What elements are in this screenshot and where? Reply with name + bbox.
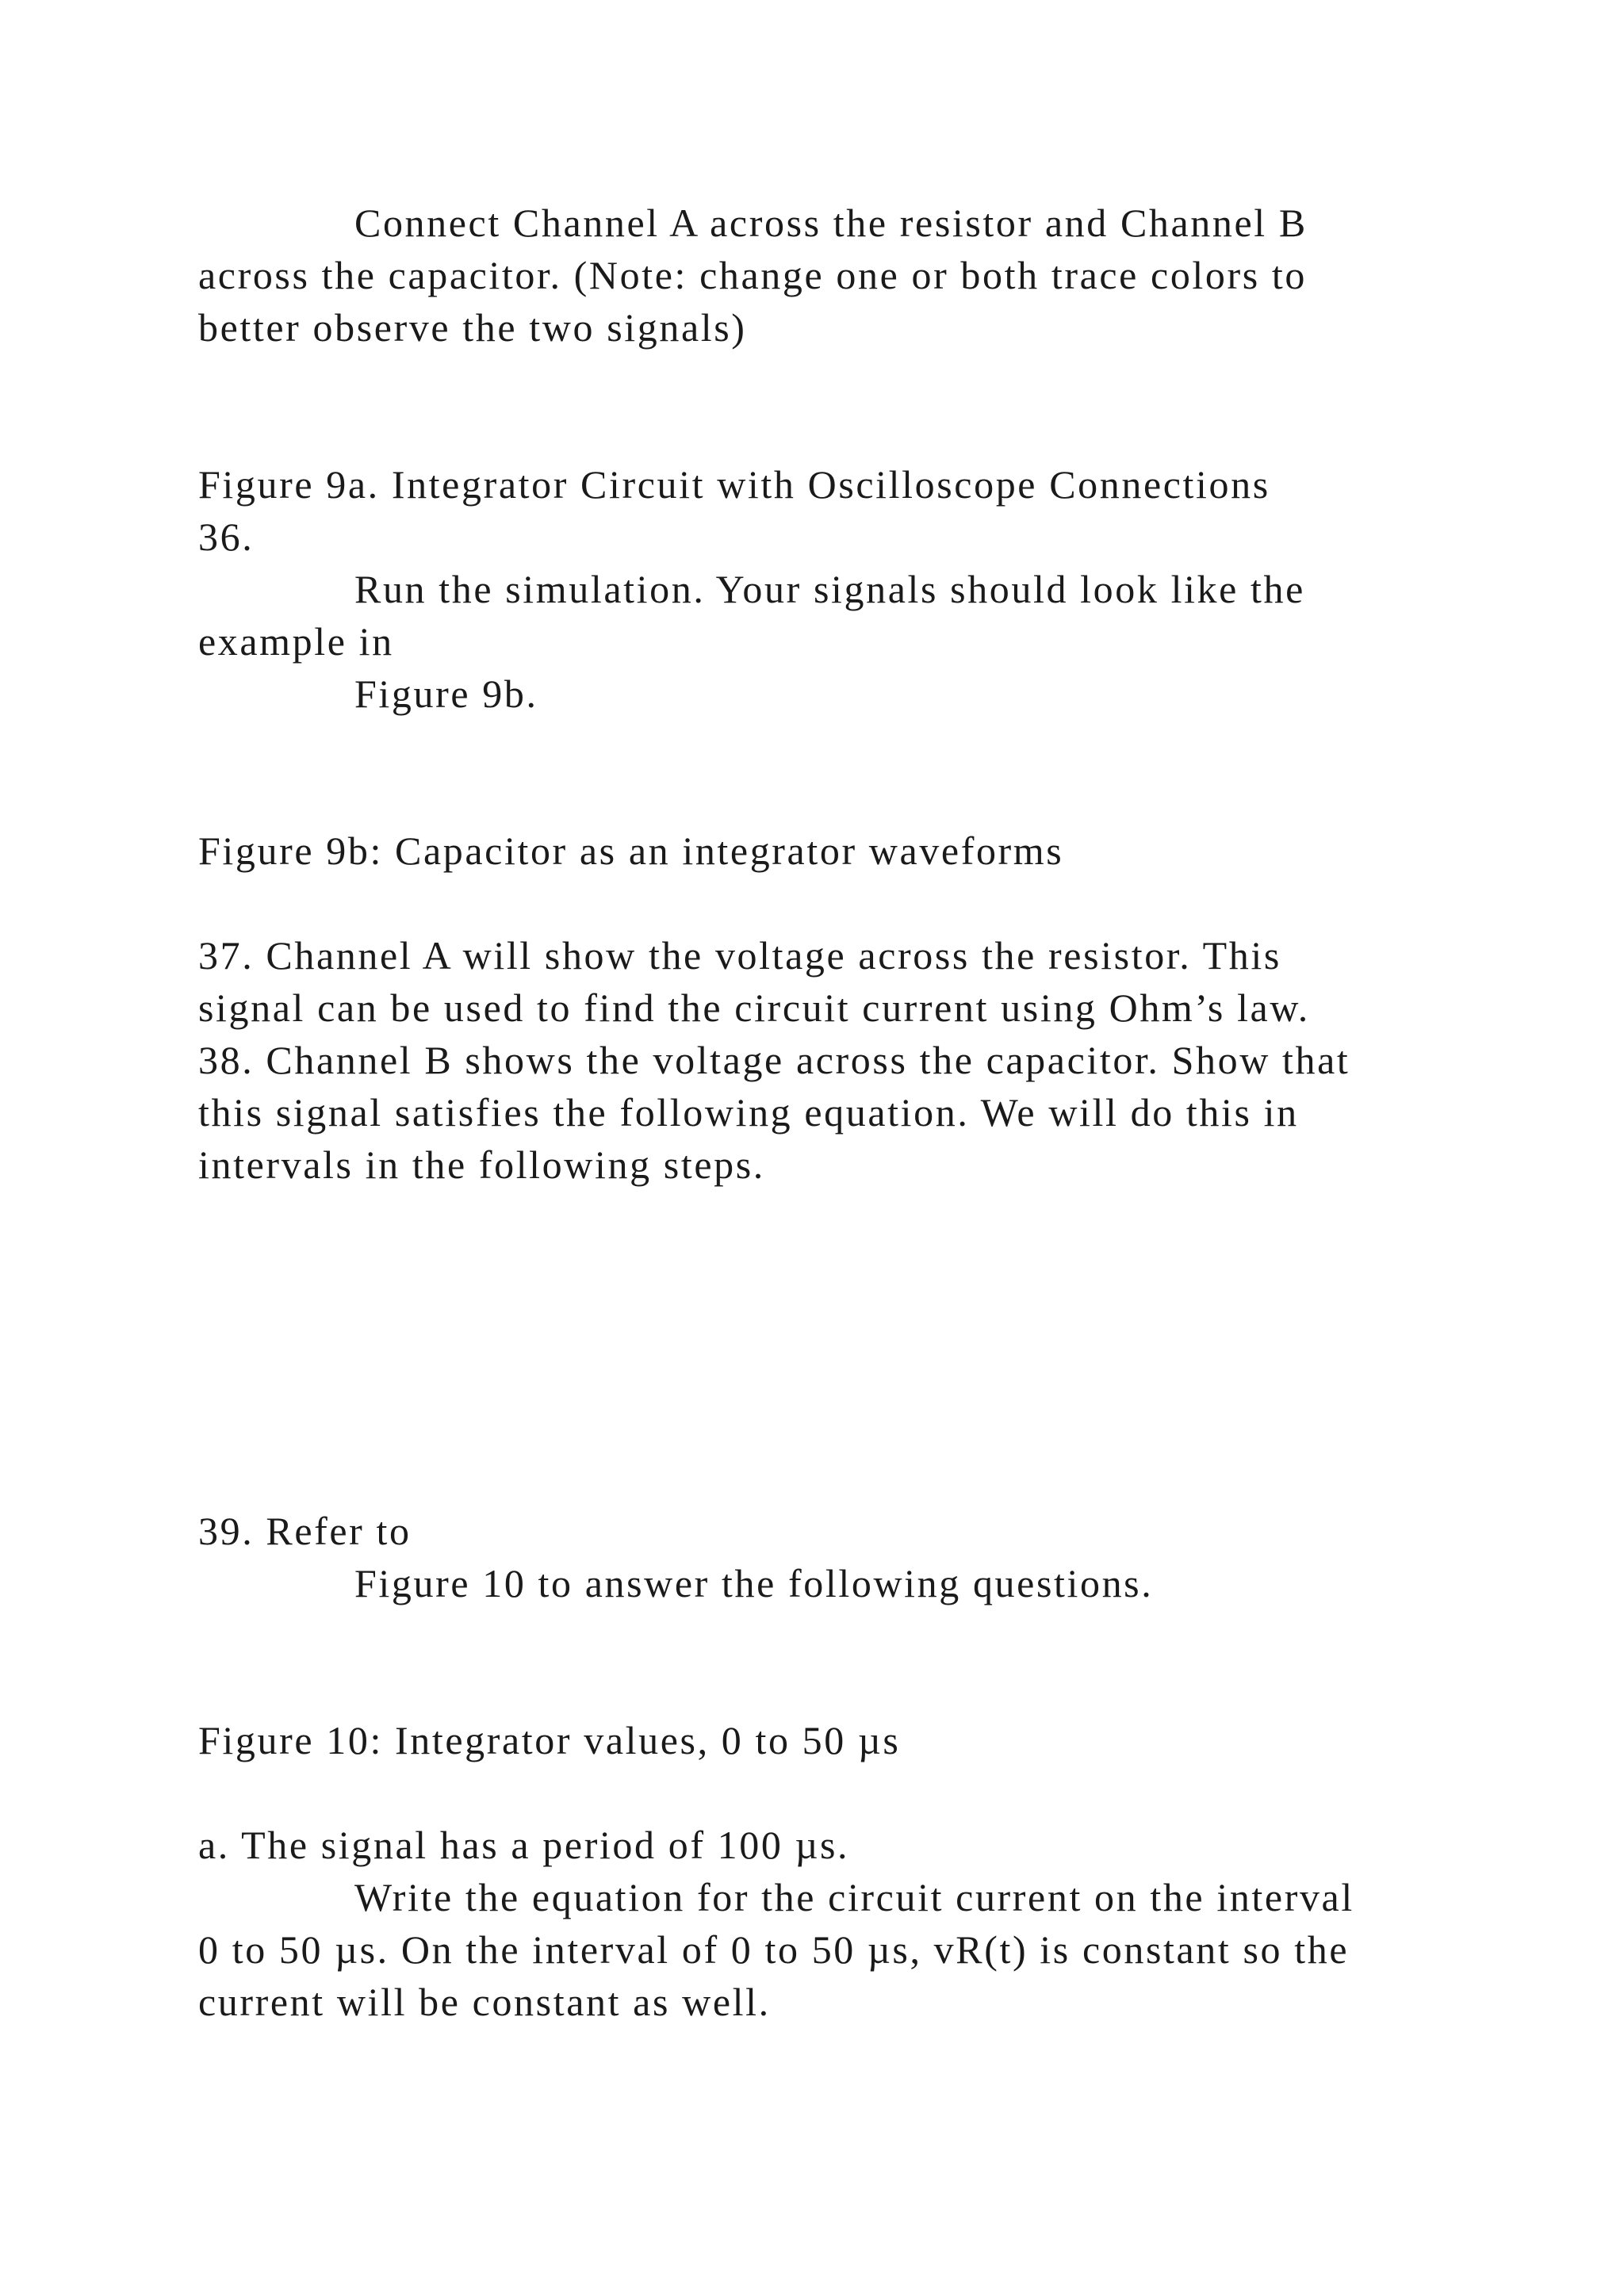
step38-line-1: 38. Channel B shows the voltage across the capacitor. Show that: [198, 1038, 1350, 1082]
step39a-line-2: Write the equation for the circuit current on the interval: [354, 1875, 1354, 1919]
step39-line-2: Figure 10 to answer the following questions.: [354, 1561, 1154, 1605]
step38-line-3: intervals in the following steps.: [198, 1142, 765, 1187]
step39-line-1: 39. Refer to: [198, 1509, 412, 1553]
step36-line-2: example in: [198, 619, 394, 664]
figure9a-caption: Figure 9a. Integrator Circuit with Oscilloscope Connections: [198, 462, 1270, 507]
step37-line-2: signal can be used to find the circuit current using Ohm’s law.: [198, 985, 1310, 1030]
step39a-line-1: a. The signal has a period of 100 µs.: [198, 1823, 850, 1867]
step37-line-1: 37. Channel A will show the voltage across the resistor. This: [198, 933, 1281, 978]
step35-line-2: across the capacitor. (Note: change one or both trace colors to: [198, 253, 1308, 297]
step35-line-3: better observe the two signals): [198, 305, 747, 350]
figure9b-caption: Figure 9b: Capacitor as an integrator waveforms: [198, 828, 1064, 873]
figure10-caption: Figure 10: Integrator values, 0 to 50 µs: [198, 1718, 901, 1762]
step36-line-1: Run the simulation. Your signals should look like the: [354, 567, 1305, 611]
step39a-line-4: current will be constant as well.: [198, 1980, 771, 2024]
step35-line-1: Connect Channel A across the resistor and Channel B: [354, 201, 1308, 245]
step36-line-3: Figure 9b.: [354, 672, 538, 716]
step38-line-2: this signal satisfies the following equation. We will do this in: [198, 1090, 1299, 1135]
step36-number: 36.: [198, 515, 255, 559]
step39a-line-3: 0 to 50 µs. On the interval of 0 to 50 µs, vR(t) is constant so the: [198, 1927, 1350, 1972]
